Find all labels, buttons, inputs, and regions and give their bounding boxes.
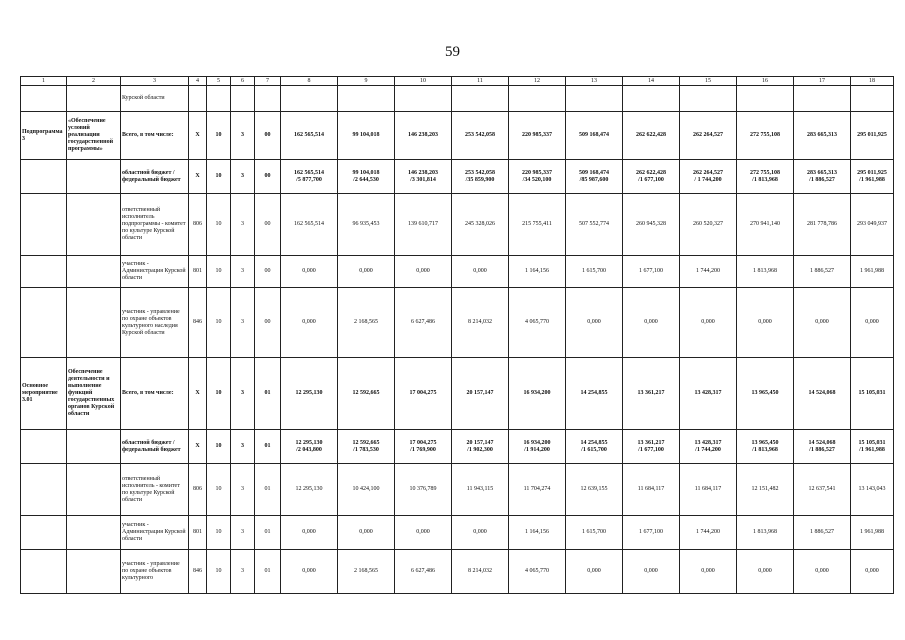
gp-code-cell — [231, 86, 255, 112]
column-header: 18 — [851, 77, 894, 86]
amount-cell: 272 755,108 /1 813,968 — [737, 160, 794, 194]
rz-code-cell: 10 — [207, 194, 231, 256]
grbs-code-cell: 846 — [189, 550, 207, 594]
amount-cell: 295 011,925 /1 961,988 — [851, 160, 894, 194]
gp-code-cell: 3 — [231, 112, 255, 160]
amount-cell: 245 328,026 — [452, 194, 509, 256]
pgp-code-cell: 01 — [255, 516, 281, 550]
pgp-code-cell: 01 — [255, 358, 281, 430]
table-row — [21, 516, 894, 550]
amount-cell: 146 238,203 — [395, 112, 452, 160]
program-name-cell — [67, 86, 121, 112]
amount-cell — [623, 86, 680, 112]
column-header: 12 — [509, 77, 566, 86]
amount-cell: 262 264,527 — [680, 112, 737, 160]
program-name-cell — [67, 288, 121, 358]
amount-cell: 99 104,018 — [338, 112, 395, 160]
pgp-code-cell: 00 — [255, 194, 281, 256]
table-row — [21, 194, 894, 256]
column-header: 16 — [737, 77, 794, 86]
amount-cell: 12 592,665 — [338, 358, 395, 430]
pgp-code-cell: 00 — [255, 160, 281, 194]
amount-cell: 260 945,328 — [623, 194, 680, 256]
amount-cell: 0,000 — [281, 288, 338, 358]
amount-cell: 1 813,968 — [737, 256, 794, 288]
gp-code-cell: 3 — [231, 160, 255, 194]
grbs-code-cell: 801 — [189, 256, 207, 288]
amount-cell: 1 615,700 — [566, 516, 623, 550]
amount-cell: 262 622,428 — [623, 112, 680, 160]
rz-code-cell: 10 — [207, 160, 231, 194]
rz-code-cell: 10 — [207, 516, 231, 550]
amount-cell: 507 552,774 — [566, 194, 623, 256]
amount-cell: 1 813,968 — [737, 516, 794, 550]
amount-cell: 10 424,100 — [338, 464, 395, 516]
program-name-cell — [67, 464, 121, 516]
grbs-code-cell: Х — [189, 160, 207, 194]
amount-cell: 0,000 — [395, 256, 452, 288]
amount-cell: 1 615,700 — [566, 256, 623, 288]
rz-code-cell — [207, 86, 231, 112]
amount-cell: 0,000 — [623, 550, 680, 594]
table-row — [21, 256, 894, 288]
amount-cell: 99 104,018 /2 644,530 — [338, 160, 395, 194]
amount-cell: 16 934,200 — [509, 358, 566, 430]
amount-cell: 0,000 — [338, 516, 395, 550]
amount-cell: 11 684,117 — [680, 464, 737, 516]
gp-code-cell: 3 — [231, 516, 255, 550]
amount-cell: 283 665,313 — [794, 112, 851, 160]
pgp-code-cell: 01 — [255, 550, 281, 594]
amount-cell: 253 542,058 /35 859,900 — [452, 160, 509, 194]
gp-code-cell: 3 — [231, 430, 255, 464]
column-header: 11 — [452, 77, 509, 86]
amount-cell: 0,000 — [794, 288, 851, 358]
program-status-cell — [21, 256, 67, 288]
amount-cell: 20 157,147 /1 902,300 — [452, 430, 509, 464]
program-name-cell — [67, 516, 121, 550]
amount-cell: 0,000 — [851, 288, 894, 358]
amount-cell: 1 744,200 — [680, 516, 737, 550]
gp-code-cell: 3 — [231, 288, 255, 358]
amount-cell: 11 684,117 — [623, 464, 680, 516]
amount-cell: 220 985,337 — [509, 112, 566, 160]
amount-cell: 11 943,115 — [452, 464, 509, 516]
amount-cell: 0,000 — [680, 550, 737, 594]
column-header: 3 — [121, 77, 189, 86]
amount-cell: 16 934,200 /1 914,200 — [509, 430, 566, 464]
program-name-cell — [67, 550, 121, 594]
amount-cell: 13 361,217 /1 677,100 — [623, 430, 680, 464]
gp-code-cell: 3 — [231, 550, 255, 594]
amount-cell: 281 778,786 — [794, 194, 851, 256]
amount-cell — [851, 86, 894, 112]
rz-code-cell: 10 — [207, 430, 231, 464]
amount-cell: 12 151,482 — [737, 464, 794, 516]
table-row — [21, 464, 894, 516]
page-number: 59 — [445, 44, 460, 60]
amount-cell: 0,000 — [794, 550, 851, 594]
amount-cell: 162 565,514 /5 877,700 — [281, 160, 338, 194]
table-row — [21, 160, 894, 194]
amount-cell: 0,000 — [623, 288, 680, 358]
program-status-cell — [21, 464, 67, 516]
executor-cell: Всего, в том числе: — [121, 358, 189, 430]
amount-cell: 15 105,031 /1 961,988 — [851, 430, 894, 464]
amount-cell: 293 049,937 — [851, 194, 894, 256]
gp-code-cell: 3 — [231, 464, 255, 516]
amount-cell: 12 295,130 — [281, 358, 338, 430]
gp-code-cell: 3 — [231, 194, 255, 256]
executor-cell: участник - управление по охране объектов культурного — [121, 550, 189, 594]
amount-cell: 11 704,274 — [509, 464, 566, 516]
amount-cell: 509 168,474 — [566, 112, 623, 160]
pgp-code-cell: 00 — [255, 288, 281, 358]
pgp-code-cell — [255, 86, 281, 112]
amount-cell: 17 004,275 — [395, 358, 452, 430]
amount-cell: 0,000 — [680, 288, 737, 358]
column-header: 8 — [281, 77, 338, 86]
amount-cell: 260 520,327 — [680, 194, 737, 256]
amount-cell: 0,000 — [851, 550, 894, 594]
amount-cell: 0,000 — [737, 550, 794, 594]
program-status-cell — [21, 430, 67, 464]
grbs-code-cell: Х — [189, 358, 207, 430]
amount-cell: 0,000 — [281, 550, 338, 594]
amount-cell: 139 610,717 — [395, 194, 452, 256]
amount-cell — [737, 86, 794, 112]
program-name-cell: Обеспечение деятельности и выполнение функций государственных органов Курской области — [67, 358, 121, 430]
column-header: 17 — [794, 77, 851, 86]
amount-cell: 13 361,217 — [623, 358, 680, 430]
gp-code-cell: 3 — [231, 358, 255, 430]
column-header: 2 — [67, 77, 121, 86]
amount-cell: 0,000 — [566, 288, 623, 358]
column-header: 5 — [207, 77, 231, 86]
program-status-cell — [21, 288, 67, 358]
amount-cell: 162 565,514 — [281, 112, 338, 160]
amount-cell: 20 157,147 — [452, 358, 509, 430]
amount-cell: 12 637,541 — [794, 464, 851, 516]
amount-cell: 283 665,313 /1 886,527 — [794, 160, 851, 194]
amount-cell: 1 164,156 — [509, 516, 566, 550]
amount-cell: 12 295,130 — [281, 464, 338, 516]
amount-cell: 215 755,411 — [509, 194, 566, 256]
grbs-code-cell — [189, 86, 207, 112]
amount-cell: 1 886,527 — [794, 516, 851, 550]
header-row — [21, 77, 894, 86]
amount-cell: 1 886,527 — [794, 256, 851, 288]
program-status-cell — [21, 160, 67, 194]
rz-code-cell: 10 — [207, 550, 231, 594]
program-status-cell — [21, 86, 67, 112]
amount-cell: 0,000 — [395, 516, 452, 550]
column-header: 1 — [21, 77, 67, 86]
executor-cell: участник - Администрация Курской области — [121, 516, 189, 550]
pgp-code-cell: 00 — [255, 256, 281, 288]
amount-cell: 220 985,337 /34 520,100 — [509, 160, 566, 194]
amount-cell: 8 214,032 — [452, 550, 509, 594]
rz-code-cell: 10 — [207, 464, 231, 516]
amount-cell: 1 677,100 — [623, 516, 680, 550]
pgp-code-cell: 01 — [255, 430, 281, 464]
amount-cell: 0,000 — [737, 288, 794, 358]
program-name-cell — [67, 430, 121, 464]
amount-cell: 0,000 — [452, 256, 509, 288]
amount-cell: 2 168,565 — [338, 550, 395, 594]
amount-cell: 10 376,789 — [395, 464, 452, 516]
amount-cell — [566, 86, 623, 112]
executor-cell: областной бюджет /федеральный бюджет — [121, 430, 189, 464]
column-header: 7 — [255, 77, 281, 86]
executor-cell: участник - управление по охране объектов культурного наследия Курской области — [121, 288, 189, 358]
amount-cell: 2 168,565 — [338, 288, 395, 358]
executor-cell: ответственный исполнитель подпрограммы - комитет по культуре Курской области — [121, 194, 189, 256]
amount-cell: 12 592,665 /1 783,530 — [338, 430, 395, 464]
executor-cell: Курской области — [121, 86, 189, 112]
amount-cell: 13 428,317 /1 744,200 — [680, 430, 737, 464]
amount-cell: 0,000 — [281, 256, 338, 288]
amount-cell: 13 428,317 — [680, 358, 737, 430]
table-row — [21, 112, 894, 160]
amount-cell — [281, 86, 338, 112]
amount-cell: 15 105,031 — [851, 358, 894, 430]
amount-cell: 0,000 — [281, 516, 338, 550]
amount-cell: 1 164,156 — [509, 256, 566, 288]
rz-code-cell: 10 — [207, 288, 231, 358]
amount-cell: 272 755,108 — [737, 112, 794, 160]
amount-cell: 13 143,043 — [851, 464, 894, 516]
amount-cell — [509, 86, 566, 112]
program-name-cell — [67, 160, 121, 194]
amount-cell: 0,000 — [452, 516, 509, 550]
amount-cell: 96 935,453 — [338, 194, 395, 256]
program-status-cell: Основное мероприятие 3.01 — [21, 358, 67, 430]
table-row — [21, 430, 894, 464]
amount-cell: 14 524,068 — [794, 358, 851, 430]
rz-code-cell: 10 — [207, 358, 231, 430]
executor-cell: ответственный исполнитель - комитет по культуре Курской области — [121, 464, 189, 516]
grbs-code-cell: 806 — [189, 194, 207, 256]
amount-cell: 162 565,514 — [281, 194, 338, 256]
column-header: 4 — [189, 77, 207, 86]
column-header: 13 — [566, 77, 623, 86]
amount-cell: 270 941,140 — [737, 194, 794, 256]
grbs-code-cell: 846 — [189, 288, 207, 358]
amount-cell: 1 677,100 — [623, 256, 680, 288]
program-name-cell — [67, 256, 121, 288]
amount-cell: 0,000 — [566, 550, 623, 594]
rz-code-cell: 10 — [207, 256, 231, 288]
column-header: 9 — [338, 77, 395, 86]
program-status-cell — [21, 194, 67, 256]
table-body — [21, 86, 894, 594]
amount-cell: 6 627,486 — [395, 550, 452, 594]
amount-cell: 12 295,130 /2 043,800 — [281, 430, 338, 464]
amount-cell: 295 011,925 — [851, 112, 894, 160]
amount-cell: 146 238,203 /3 301,814 — [395, 160, 452, 194]
table-row — [21, 550, 894, 594]
amount-cell: 0,000 — [338, 256, 395, 288]
amount-cell: 13 965,450 /1 813,968 — [737, 430, 794, 464]
amount-cell: 4 065,770 — [509, 550, 566, 594]
amount-cell: 8 214,032 — [452, 288, 509, 358]
grbs-code-cell: 801 — [189, 516, 207, 550]
amount-cell: 6 627,486 — [395, 288, 452, 358]
amount-cell: 509 168,474 /85 987,600 — [566, 160, 623, 194]
pgp-code-cell: 01 — [255, 464, 281, 516]
amount-cell: 262 264,527 / 1 744,200 — [680, 160, 737, 194]
column-header: 15 — [680, 77, 737, 86]
grbs-code-cell: Х — [189, 430, 207, 464]
column-header: 6 — [231, 77, 255, 86]
program-name-cell — [67, 194, 121, 256]
rz-code-cell: 10 — [207, 112, 231, 160]
amount-cell: 4 065,770 — [509, 288, 566, 358]
grbs-code-cell: 806 — [189, 464, 207, 516]
amount-cell — [794, 86, 851, 112]
executor-cell: Всего, в том числе: — [121, 112, 189, 160]
program-status-cell — [21, 550, 67, 594]
amount-cell: 17 004,275 /1 769,900 — [395, 430, 452, 464]
executor-cell: областной бюджет /федеральный бюджет — [121, 160, 189, 194]
amount-cell: 1 961,988 — [851, 516, 894, 550]
amount-cell — [338, 86, 395, 112]
table-row — [21, 358, 894, 430]
amount-cell: 14 524,068 /1 886,527 — [794, 430, 851, 464]
amount-cell: 14 254,855 — [566, 358, 623, 430]
column-header: 10 — [395, 77, 452, 86]
amount-cell — [452, 86, 509, 112]
pgp-code-cell: 00 — [255, 112, 281, 160]
program-status-cell — [21, 516, 67, 550]
amount-cell: 1 961,988 — [851, 256, 894, 288]
table-row — [21, 86, 894, 112]
executor-cell: участник - Администрация Курской области — [121, 256, 189, 288]
program-name-cell: «Обеспечение условий реализации государственной программы» — [67, 112, 121, 160]
budget-table — [20, 76, 894, 594]
amount-cell: 262 622,428 /1 677,100 — [623, 160, 680, 194]
amount-cell: 14 254,855 /1 615,700 — [566, 430, 623, 464]
amount-cell: 12 639,155 — [566, 464, 623, 516]
program-status-cell: Подпрограмма 3 — [21, 112, 67, 160]
amount-cell: 13 965,450 — [737, 358, 794, 430]
gp-code-cell: 3 — [231, 256, 255, 288]
column-header: 14 — [623, 77, 680, 86]
amount-cell — [395, 86, 452, 112]
amount-cell: 1 744,200 — [680, 256, 737, 288]
amount-cell: 253 542,058 — [452, 112, 509, 160]
amount-cell — [680, 86, 737, 112]
grbs-code-cell: Х — [189, 112, 207, 160]
table-row — [21, 288, 894, 358]
